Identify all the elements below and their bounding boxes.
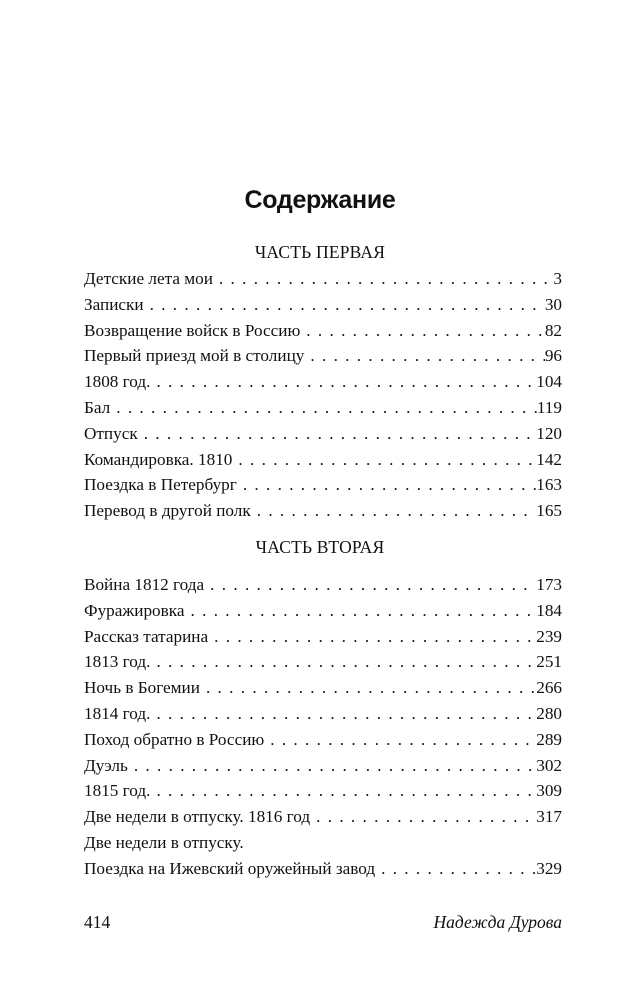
toc-entry-page: 30 — [544, 294, 562, 314]
toc-entry-title: Поход обратно в Россию — [84, 729, 265, 749]
toc-entry-title: Две недели в отпуску. 1816 год — [84, 807, 311, 827]
toc-entry-title: Фуражировка — [84, 600, 185, 620]
toc-entry-title: Две недели в отпуску. — [84, 832, 244, 852]
toc-entry — [84, 472, 562, 498]
toc-entry-page: 309 — [536, 781, 562, 801]
toc-entry-page: 317 — [536, 807, 562, 827]
toc-entry — [84, 292, 562, 318]
toc-entry — [84, 727, 562, 753]
dot-leader — [185, 598, 537, 624]
toc-entry — [84, 598, 562, 624]
toc-entry — [84, 675, 562, 701]
toc-entry-page: 3 — [553, 269, 562, 288]
toc-entry-page: 239 — [536, 626, 562, 646]
dot-leader — [144, 292, 545, 318]
toc-entry — [84, 830, 562, 856]
dot-leader — [208, 624, 536, 650]
dot-leader — [128, 753, 536, 779]
dot-leader — [150, 369, 536, 395]
toc-entry — [84, 649, 562, 675]
toc-entry-title: Первый приезд мой в столицу — [84, 346, 305, 366]
toc-entry-title: Поездка в Петербург — [84, 475, 237, 495]
toc-entry — [84, 343, 562, 369]
dot-leader — [138, 421, 537, 447]
dot-leader — [310, 804, 536, 830]
page-number: 414 — [84, 912, 111, 932]
toc-entry-title: Дуэль — [84, 755, 128, 775]
page-title: Содержание — [244, 186, 396, 214]
dot-leader — [375, 856, 536, 882]
toc-entry-page: 173 — [536, 575, 562, 594]
toc-entry-page: 289 — [536, 729, 562, 749]
dot-leader — [251, 498, 536, 524]
toc-entry-page: 82 — [544, 320, 562, 340]
toc-entry — [84, 624, 562, 650]
toc-entry-title: Поездка на Ижевский оружейный завод — [84, 858, 376, 878]
dot-leader — [264, 727, 536, 753]
toc-entry — [84, 421, 562, 447]
toc-entry-page: 119 — [536, 397, 562, 417]
dot-leader — [232, 447, 536, 473]
toc-entry-page: 163 — [536, 475, 562, 495]
toc-entry-page: 165 — [536, 501, 562, 521]
dot-leader — [300, 318, 545, 344]
toc-entry — [84, 856, 562, 882]
toc-entry — [84, 778, 562, 804]
dot-leader — [304, 343, 544, 369]
toc-entry-title: Записки — [84, 294, 144, 314]
toc-entry-page: 104 — [536, 372, 562, 392]
dot-leader — [200, 675, 536, 701]
toc-entry-page: 280 — [536, 703, 562, 723]
dot-leader — [237, 472, 536, 498]
toc-entry-page: 142 — [536, 449, 562, 469]
toc-entry-page: 96 — [544, 346, 562, 366]
toc-entry — [84, 395, 562, 421]
toc-entry-title: Отпуск — [84, 423, 138, 443]
toc-entry-title: Командировка. 1810 — [84, 449, 233, 469]
toc-entry — [84, 498, 562, 524]
dot-leader — [110, 395, 537, 421]
toc-entry-title: 1815 год. — [84, 781, 151, 801]
dot-leader — [204, 572, 536, 598]
toc-entry-title: Бал — [84, 397, 111, 417]
toc-entry — [84, 572, 562, 598]
toc-entry — [84, 804, 562, 830]
toc-entry — [84, 318, 562, 344]
toc-entry — [84, 369, 562, 395]
toc-entry-page: 184 — [536, 600, 562, 620]
dot-leader — [150, 778, 536, 804]
dot-leader — [213, 266, 553, 292]
toc-entry-page: 266 — [536, 678, 562, 698]
dot-leader — [150, 701, 536, 727]
toc-entry — [84, 266, 562, 292]
toc-entry-title: Перевод в другой полк — [84, 501, 251, 521]
toc-entry-page: 329 — [536, 858, 562, 878]
toc-entry-title: Ночь в Богемии — [84, 678, 200, 698]
toc-entry-title: 1813 год. — [84, 652, 151, 672]
toc-entry-page: 302 — [536, 755, 562, 775]
part-one-heading: ЧАСТЬ ПЕРВАЯ — [254, 242, 386, 262]
toc-entry-page: 251 — [536, 652, 562, 672]
dot-leader — [150, 649, 536, 675]
toc-entry — [84, 753, 562, 779]
part-two-heading: ЧАСТЬ ВТОРАЯ — [255, 537, 385, 557]
part-two-entries — [84, 572, 562, 882]
toc-entry-title: Детские лета мои — [84, 269, 213, 288]
toc-entry-title: Возвращение войск в Россию — [84, 320, 301, 340]
toc-entry-title: 1808 год. — [84, 372, 151, 392]
toc-entry — [84, 447, 562, 473]
toc-entry-page: 120 — [536, 423, 562, 443]
toc-entry-title: Рассказ татарина — [84, 626, 209, 646]
toc-entry-title: Война 1812 года — [84, 575, 205, 594]
running-footer-author: Надежда Дурова — [433, 912, 562, 932]
toc-entry — [84, 701, 562, 727]
toc-entry-title: 1814 год. — [84, 703, 151, 723]
part-one-entries — [84, 266, 562, 524]
